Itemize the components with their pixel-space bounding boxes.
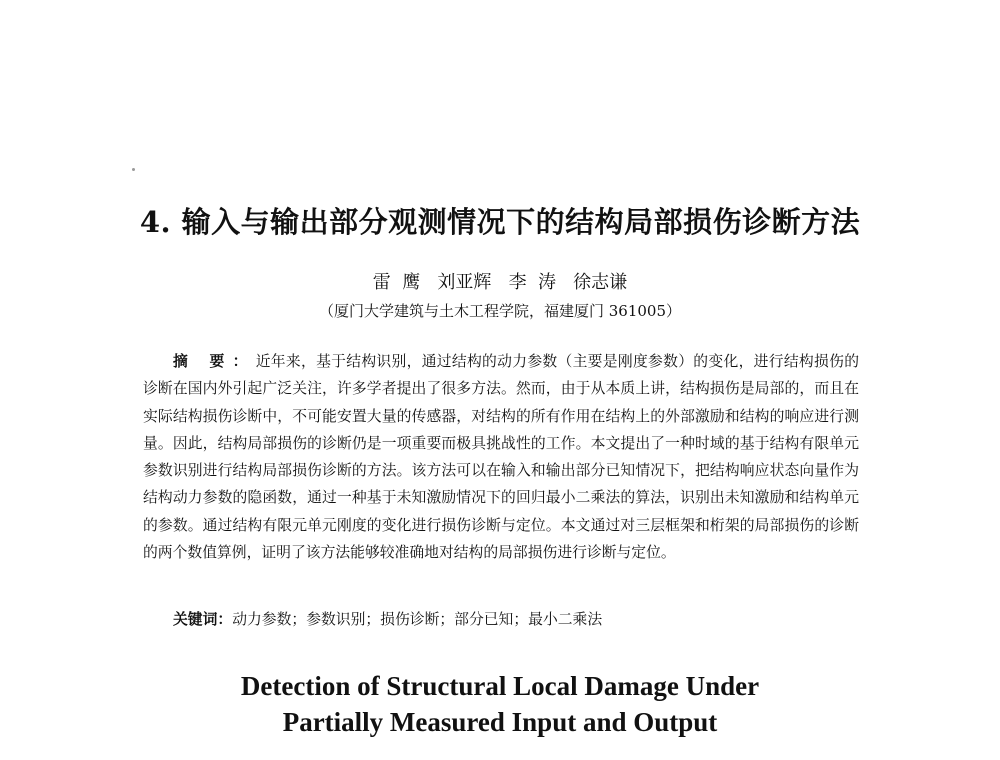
english-title-line-1: Detection of Structural Local Damage Under [240, 671, 760, 701]
english-title [0, 668, 1000, 740]
author-affiliation: （厦门大学建筑与土木工程学院，福建厦门 361005） [318, 302, 682, 320]
abstract-paragraph [143, 348, 859, 566]
keywords-line [173, 606, 602, 633]
keywords-text: 动力参数；参数识别；损伤诊断；部分已知；最小二乘法 [232, 611, 603, 628]
paper-title: 4. 输入与输出部分观测情况下的结构局部损伤诊断方法 [139, 205, 861, 239]
author-list: 雷 鹰 刘亚辉 李 涛 徐志谦 [372, 272, 628, 293]
abstract-label: 摘 要： [173, 353, 256, 370]
abstract-text: 近年来，基于结构识别，通过结构的动力参数（主要是刚度参数）的变化，进行结构损伤的诊断在国内外引起广泛关注，许多学者提出了很多方法。然而，由于从本质上讲，结构损伤是局部的，而且在实际结构损伤诊断中，不可能安置大量的传感器，对结构的所有作用在结构上的外部激励和结构的响应进行测量。因此，结构局部损伤的诊断仍是一项重要而极具挑战性的工作。本文提出了一种时域的基于结构有限单元参数识别进行结构局部损伤诊断的方法。该方法可以在输入和输出部分已知情况下，把结构响应状态向量作为结构动力参数的隐函数，通过一种基于未知激励情况下的回归最小二乘法的算法，识别出未知激励和结构单元的参数。通过结构有限元单元刚度的变化进行损伤诊断与定位。本文通过对三层框架和桁架的局部损伤的诊断的两个数值算例，证明了该方法能够较准确地对结构的局部损伤进行诊断与定位。 [143, 353, 859, 562]
scan-speck [132, 168, 135, 171]
keywords-label: 关键词： [173, 611, 233, 628]
english-title-line-2: Partially Measured Input and Output [282, 707, 718, 737]
